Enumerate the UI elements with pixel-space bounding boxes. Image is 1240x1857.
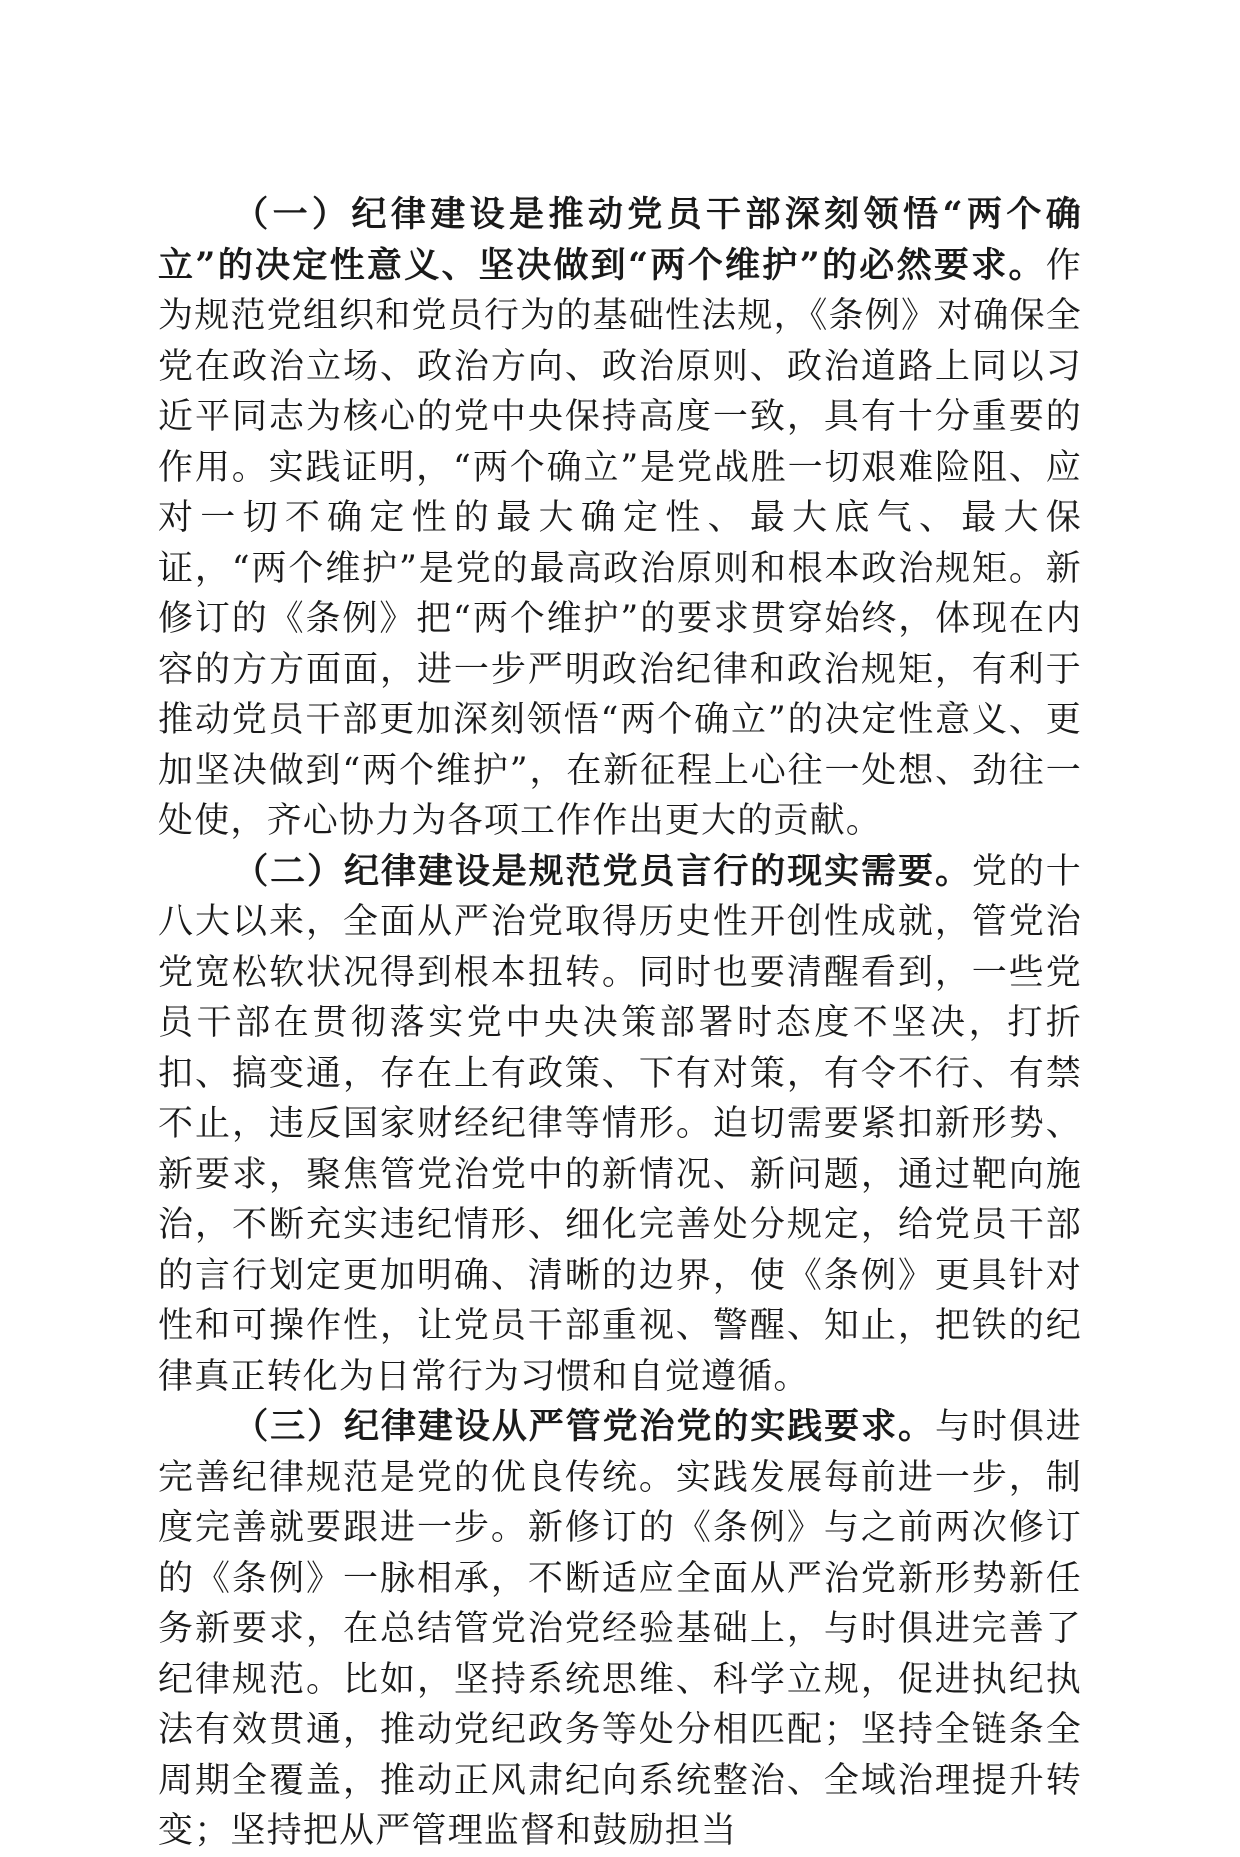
paragraph-3-body: 与时俱进完善纪律规范是党的优良传统。实践发展每前进一步，制度完善就要跟进一步。新修订的《条例》与之前两次修订的《条例》一脉相承，不断适应全面从严治党新形势新任务新要求，在总结管党治党经验基础上，与时俱进完善了纪律规范。比如，坚持系统思维、科学立规，促进执纪执法有效贯通，推动党纪政务等处分相匹配；坚持全链条全周期全覆盖，推动正风肃纪向系统整治、全域治理提升转变；坚持把从严管理监督和鼓励担当 [158, 1407, 1082, 1851]
paragraph-3-heading: （三）纪律建设从严管党治党的实践要求。 [233, 1406, 935, 1447]
document-page [158, 190, 1082, 1857]
paragraph-3 [158, 1402, 1082, 1857]
paragraph-1 [158, 190, 1082, 847]
paragraph-1-body: 作为规范党组织和党员行为的基础性法规，《条例》对确保全党在政治立场、政治方向、政治原则、政治道路上同以习近平同志为核心的党中央保持高度一致，具有十分重要的作用。实践证明，“两个确立”是党战胜一切艰难险阻、应对一切不确定性的最大确定性、最大底气、最大保证，“两个维护”是党的最高政治原则和根本政治规矩。新修订的《条例》把“两个维护”的要求贯穿始终，体现在内容的方方面面，进一步严明政治纪律和政治规矩，有利于推动党员干部更加深刻领悟“两个确立”的决定性意义、更加坚决做到“两个维护”，在新征程上心往一处想、劲往一处使，齐心协力为各项工作作出更大的贡献。 [158, 245, 1082, 841]
paragraph-2 [158, 847, 1082, 1403]
paragraph-2-heading: （二）纪律建设是规范党员言行的现实需要。 [233, 850, 972, 892]
paragraph-1-heading: （一）纪律建设是推动党员干部深刻领悟“两个确立”的决定性意义、坚决做到“两个维护”的必然要求。 [158, 194, 1082, 286]
paragraph-2-body: 党的十八大以来，全面从严治党取得历史性开创性成就，管党治党宽松软状况得到根本扭转。同时也要清醒看到，一些党员干部在贯彻落实党中央决策部署时态度不坚决，打折扣、搞变通，存在上有政策、下有对策，有令不行、有禁不止，违反国家财经纪律等情形。迫切需要紧扣新形势、新要求，聚焦管党治党中的新情况、新问题，通过靶向施治，不断充实违纪情形、细化完善处分规定，给党员干部的言行划定更加明确、清晰的边界，使《条例》更具针对性和可操作性，让党员干部重视、警醒、知止，把铁的纪律真正转化为日常行为习惯和自觉遵循。 [158, 851, 1082, 1397]
